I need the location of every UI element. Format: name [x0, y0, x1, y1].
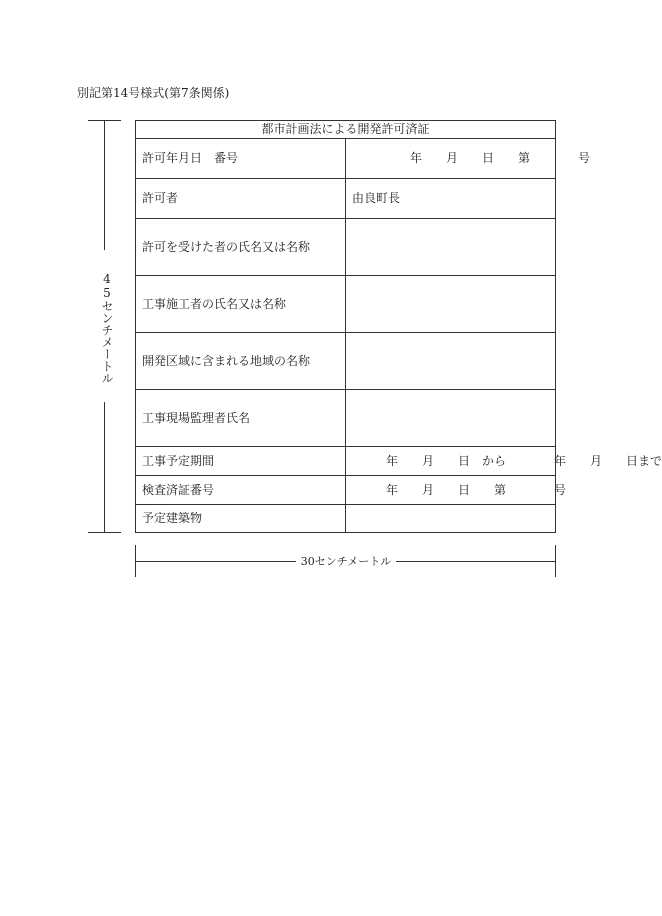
row-inspection-number-value	[346, 476, 567, 505]
row-planned-building-value	[346, 505, 556, 533]
height-dimension-line-upper	[104, 120, 105, 250]
row-permit-date-number-value	[346, 139, 591, 179]
row-permitter-value: 由良町長	[346, 179, 556, 219]
row-contractor-label: 工事施工者の氏名又は名称	[136, 276, 346, 333]
height-dimension-label: 45センチメートル	[100, 272, 114, 384]
row-permittee-value	[346, 219, 556, 276]
inspection-number-value: 年 月 日 第 号	[386, 482, 567, 497]
row-area-name-label: 開発区域に含まれる地域の名称	[136, 333, 346, 390]
form-reference: 別記第14号様式(第7条関係)	[77, 86, 230, 100]
certificate-table	[135, 120, 662, 533]
row-inspection-number-label: 検査済証番号	[136, 476, 346, 505]
row-contractor-value	[346, 276, 556, 333]
width-dimension-right-tick	[555, 545, 556, 577]
row-construction-period-value	[346, 447, 662, 476]
row-construction-period-label: 工事予定期間	[136, 447, 346, 476]
row-site-supervisor-value	[346, 390, 556, 447]
width-dimension-label: 30センチメートル	[296, 553, 396, 569]
row-site-supervisor-label: 工事現場監理者氏名	[136, 390, 346, 447]
row-area-name-value	[346, 333, 556, 390]
certificate-title: 都市計画法による開発許可済証	[136, 121, 556, 139]
row-permit-date-number-label: 許可年月日 番号	[136, 139, 346, 179]
permit-date-number-value: 年 月 日 第 号	[410, 151, 591, 165]
height-dimension-line-lower	[104, 402, 105, 532]
row-permitter-label: 許可者	[136, 179, 346, 219]
row-permittee-label: 許可を受けた者の氏名又は名称	[136, 219, 346, 276]
height-dimension-bottom-tick	[88, 532, 121, 533]
construction-period-value: 年 月 日 から 年 月 日まで	[386, 453, 662, 468]
row-planned-building-label: 予定建築物	[136, 505, 346, 533]
